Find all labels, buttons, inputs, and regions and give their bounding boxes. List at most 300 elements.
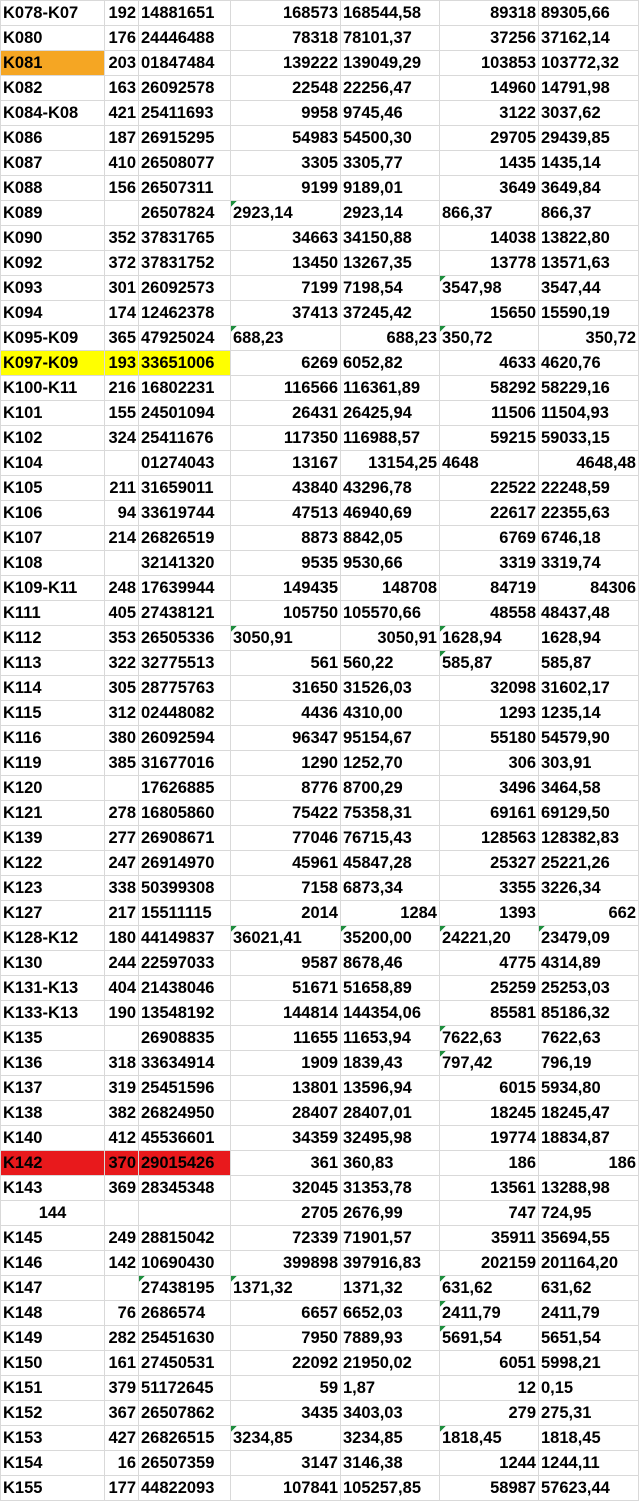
cell-code[interactable]: K146	[1, 1251, 105, 1276]
cell-amount-c[interactable]: 128563	[440, 826, 539, 851]
cell-amount-c[interactable]: 22617	[440, 501, 539, 526]
cell-amount-a[interactable]: 168573	[231, 1, 341, 26]
cell-amount-b[interactable]: 3403,03	[341, 1401, 440, 1426]
cell-code[interactable]: K127	[1, 901, 105, 926]
cell-amount-d[interactable]: 275,31	[539, 1401, 639, 1426]
cell-count[interactable]: 352	[105, 226, 139, 251]
cell-count[interactable]: 427	[105, 1426, 139, 1451]
cell-amount-b[interactable]: 560,22	[341, 651, 440, 676]
cell-amount-b[interactable]: 31353,78	[341, 1176, 440, 1201]
cell-account[interactable]: 26092573	[139, 276, 231, 301]
cell-count[interactable]: 324	[105, 426, 139, 451]
cell-amount-b[interactable]: 31526,03	[341, 676, 440, 701]
cell-amount-c[interactable]: 25327	[440, 851, 539, 876]
cell-amount-d[interactable]: 1244,11	[539, 1451, 639, 1476]
cell-code[interactable]: K135	[1, 1026, 105, 1051]
cell-count[interactable]: 174	[105, 301, 139, 326]
cell-account[interactable]: 45536601	[139, 1126, 231, 1151]
cell-amount-a[interactable]: 13450	[231, 251, 341, 276]
cell-amount-a[interactable]: 2705	[231, 1201, 341, 1226]
cell-account[interactable]: 26507359	[139, 1451, 231, 1476]
cell-amount-a[interactable]: 22092	[231, 1351, 341, 1376]
cell-amount-c[interactable]: 6051	[440, 1351, 539, 1376]
cell-account[interactable]: 25451630	[139, 1326, 231, 1351]
cell-amount-c[interactable]: 3122	[440, 101, 539, 126]
cell-amount-b[interactable]: 3305,77	[341, 151, 440, 176]
cell-amount-c[interactable]: 4648	[440, 451, 539, 476]
cell-amount-d[interactable]: 303,91	[539, 751, 639, 776]
cell-account[interactable]: 16805860	[139, 801, 231, 826]
cell-amount-b[interactable]: 144354,06	[341, 1001, 440, 1026]
cell-amount-b[interactable]: 8842,05	[341, 526, 440, 551]
cell-code[interactable]: K105	[1, 476, 105, 501]
cell-account[interactable]: 33634914	[139, 1051, 231, 1076]
cell-code[interactable]: K152	[1, 1401, 105, 1426]
cell-amount-d[interactable]: 5934,80	[539, 1076, 639, 1101]
cell-code[interactable]: K142	[1, 1151, 105, 1176]
cell-amount-c[interactable]: 7622,63	[440, 1026, 539, 1051]
cell-count[interactable]: 192	[105, 1, 139, 26]
cell-amount-a[interactable]: 8776	[231, 776, 341, 801]
cell-amount-d[interactable]: 128382,83	[539, 826, 639, 851]
cell-amount-a[interactable]: 2014	[231, 901, 341, 926]
cell-amount-c[interactable]: 6015	[440, 1076, 539, 1101]
cell-account[interactable]: 26507862	[139, 1401, 231, 1426]
cell-count[interactable]: 305	[105, 676, 139, 701]
cell-amount-a[interactable]: 1909	[231, 1051, 341, 1076]
cell-amount-c[interactable]: 4775	[440, 951, 539, 976]
cell-amount-c[interactable]: 24221,20	[440, 926, 539, 951]
cell-amount-c[interactable]: 866,37	[440, 201, 539, 226]
cell-amount-b[interactable]: 54500,30	[341, 126, 440, 151]
cell-count[interactable]: 163	[105, 76, 139, 101]
cell-amount-a[interactable]: 6657	[231, 1301, 341, 1326]
cell-amount-b[interactable]: 26425,94	[341, 401, 440, 426]
cell-count[interactable]: 142	[105, 1251, 139, 1276]
cell-amount-c[interactable]: 58987	[440, 1476, 539, 1501]
cell-code[interactable]: K153	[1, 1426, 105, 1451]
cell-account[interactable]: 26508077	[139, 151, 231, 176]
cell-amount-b[interactable]: 1371,32	[341, 1276, 440, 1301]
cell-count[interactable]	[105, 1201, 139, 1226]
cell-amount-d[interactable]: 350,72	[539, 326, 639, 351]
cell-amount-a[interactable]: 96347	[231, 726, 341, 751]
cell-amount-a[interactable]: 7158	[231, 876, 341, 901]
cell-account[interactable]	[139, 1201, 231, 1226]
cell-amount-a[interactable]: 11655	[231, 1026, 341, 1051]
cell-amount-a[interactable]: 9199	[231, 176, 341, 201]
cell-count[interactable]: 385	[105, 751, 139, 776]
cell-account[interactable]: 26092578	[139, 76, 231, 101]
cell-account[interactable]: 26915295	[139, 126, 231, 151]
cell-amount-c[interactable]: 19774	[440, 1126, 539, 1151]
cell-amount-c[interactable]: 3547,98	[440, 276, 539, 301]
cell-amount-c[interactable]: 585,87	[440, 651, 539, 676]
cell-count[interactable]: 177	[105, 1476, 139, 1501]
cell-amount-b[interactable]: 8678,46	[341, 951, 440, 976]
cell-amount-b[interactable]: 45847,28	[341, 851, 440, 876]
cell-code[interactable]: K108	[1, 551, 105, 576]
cell-account[interactable]: 26505336	[139, 626, 231, 651]
cell-amount-b[interactable]: 139049,29	[341, 51, 440, 76]
cell-amount-c[interactable]: 1435	[440, 151, 539, 176]
cell-amount-d[interactable]: 85186,32	[539, 1001, 639, 1026]
cell-account[interactable]: 29015426	[139, 1151, 231, 1176]
cell-amount-d[interactable]: 201164,20	[539, 1251, 639, 1276]
cell-account[interactable]: 02448082	[139, 701, 231, 726]
cell-code[interactable]: K115	[1, 701, 105, 726]
cell-account[interactable]: 47925024	[139, 326, 231, 351]
cell-amount-a[interactable]: 54983	[231, 126, 341, 151]
cell-code[interactable]: K100-K11	[1, 376, 105, 401]
cell-account[interactable]: 14881651	[139, 1, 231, 26]
cell-amount-a[interactable]: 3435	[231, 1401, 341, 1426]
cell-account[interactable]: 28775763	[139, 676, 231, 701]
cell-account[interactable]: 31659011	[139, 476, 231, 501]
cell-amount-c[interactable]: 2411,79	[440, 1301, 539, 1326]
cell-amount-d[interactable]: 3649,84	[539, 176, 639, 201]
cell-amount-d[interactable]: 35694,55	[539, 1226, 639, 1251]
cell-count[interactable]: 203	[105, 51, 139, 76]
cell-amount-d[interactable]: 4314,89	[539, 951, 639, 976]
cell-amount-c[interactable]: 15650	[440, 301, 539, 326]
cell-amount-d[interactable]: 1435,14	[539, 151, 639, 176]
cell-amount-a[interactable]: 28407	[231, 1101, 341, 1126]
cell-amount-d[interactable]: 13822,80	[539, 226, 639, 251]
cell-amount-d[interactable]: 58229,16	[539, 376, 639, 401]
cell-code[interactable]: K150	[1, 1351, 105, 1376]
cell-amount-d[interactable]: 186	[539, 1151, 639, 1176]
cell-code[interactable]: K081	[1, 51, 105, 76]
cell-amount-a[interactable]: 34359	[231, 1126, 341, 1151]
cell-amount-d[interactable]: 15590,19	[539, 301, 639, 326]
cell-amount-a[interactable]: 3147	[231, 1451, 341, 1476]
cell-amount-b[interactable]: 105570,66	[341, 601, 440, 626]
cell-amount-b[interactable]: 71901,57	[341, 1226, 440, 1251]
cell-account[interactable]: 28345348	[139, 1176, 231, 1201]
cell-amount-d[interactable]: 4620,76	[539, 351, 639, 376]
cell-amount-c[interactable]: 89318	[440, 1, 539, 26]
cell-amount-d[interactable]: 22248,59	[539, 476, 639, 501]
cell-account[interactable]: 37831752	[139, 251, 231, 276]
cell-amount-d[interactable]: 3226,34	[539, 876, 639, 901]
cell-count[interactable]: 180	[105, 926, 139, 951]
cell-amount-d[interactable]: 1235,14	[539, 701, 639, 726]
cell-amount-a[interactable]: 7199	[231, 276, 341, 301]
cell-code[interactable]: K154	[1, 1451, 105, 1476]
cell-amount-a[interactable]: 1290	[231, 751, 341, 776]
cell-account[interactable]: 31677016	[139, 751, 231, 776]
cell-account[interactable]: 44149837	[139, 926, 231, 951]
cell-amount-b[interactable]: 13267,35	[341, 251, 440, 276]
cell-amount-a[interactable]: 116566	[231, 376, 341, 401]
cell-amount-b[interactable]: 397916,83	[341, 1251, 440, 1276]
cell-account[interactable]: 33651006	[139, 351, 231, 376]
cell-amount-d[interactable]: 54579,90	[539, 726, 639, 751]
cell-code[interactable]: K078-K07	[1, 1, 105, 26]
cell-amount-a[interactable]: 26431	[231, 401, 341, 426]
cell-amount-d[interactable]: 724,95	[539, 1201, 639, 1226]
cell-amount-a[interactable]: 139222	[231, 51, 341, 76]
cell-account[interactable]: 32775513	[139, 651, 231, 676]
cell-amount-d[interactable]: 585,87	[539, 651, 639, 676]
cell-amount-d[interactable]: 57623,44	[539, 1476, 639, 1501]
cell-count[interactable]: 412	[105, 1126, 139, 1151]
cell-amount-b[interactable]: 76715,43	[341, 826, 440, 851]
cell-code[interactable]: K094	[1, 301, 105, 326]
cell-amount-b[interactable]: 46940,69	[341, 501, 440, 526]
cell-code[interactable]: K149	[1, 1326, 105, 1351]
cell-code[interactable]: K140	[1, 1126, 105, 1151]
cell-amount-d[interactable]: 31602,17	[539, 676, 639, 701]
cell-amount-d[interactable]: 29439,85	[539, 126, 639, 151]
cell-amount-a[interactable]: 9958	[231, 101, 341, 126]
cell-amount-a[interactable]: 31650	[231, 676, 341, 701]
cell-account[interactable]: 51172645	[139, 1376, 231, 1401]
cell-amount-b[interactable]: 1252,70	[341, 751, 440, 776]
cell-count[interactable]: 94	[105, 501, 139, 526]
cell-amount-d[interactable]: 866,37	[539, 201, 639, 226]
cell-amount-d[interactable]: 5651,54	[539, 1326, 639, 1351]
cell-count[interactable]: 372	[105, 251, 139, 276]
cell-amount-a[interactable]: 361	[231, 1151, 341, 1176]
cell-amount-c[interactable]: 3649	[440, 176, 539, 201]
cell-account[interactable]: 13548192	[139, 1001, 231, 1026]
cell-amount-c[interactable]: 58292	[440, 376, 539, 401]
cell-amount-d[interactable]: 37162,14	[539, 26, 639, 51]
cell-amount-c[interactable]: 84719	[440, 576, 539, 601]
cell-count[interactable]: 249	[105, 1226, 139, 1251]
cell-code[interactable]: K148	[1, 1301, 105, 1326]
cell-amount-b[interactable]: 7889,93	[341, 1326, 440, 1351]
cell-count[interactable]: 278	[105, 801, 139, 826]
cell-count[interactable]: 248	[105, 576, 139, 601]
cell-code[interactable]: K114	[1, 676, 105, 701]
cell-code[interactable]: K122	[1, 851, 105, 876]
cell-code[interactable]: K106	[1, 501, 105, 526]
cell-amount-b[interactable]: 11653,94	[341, 1026, 440, 1051]
cell-account[interactable]: 24446488	[139, 26, 231, 51]
cell-count[interactable]	[105, 1276, 139, 1301]
cell-amount-a[interactable]: 22548	[231, 76, 341, 101]
cell-code[interactable]: K131-K13	[1, 976, 105, 1001]
cell-amount-a[interactable]: 47513	[231, 501, 341, 526]
cell-amount-c[interactable]: 186	[440, 1151, 539, 1176]
cell-amount-c[interactable]: 1293	[440, 701, 539, 726]
cell-code[interactable]: K087	[1, 151, 105, 176]
cell-amount-d[interactable]: 69129,50	[539, 801, 639, 826]
cell-amount-b[interactable]: 95154,67	[341, 726, 440, 751]
cell-amount-c[interactable]: 279	[440, 1401, 539, 1426]
cell-amount-b[interactable]: 116988,57	[341, 426, 440, 451]
cell-amount-c[interactable]: 1818,45	[440, 1426, 539, 1451]
cell-amount-b[interactable]: 1284	[341, 901, 440, 926]
cell-amount-b[interactable]: 2923,14	[341, 201, 440, 226]
cell-amount-a[interactable]: 37413	[231, 301, 341, 326]
cell-amount-a[interactable]: 107841	[231, 1476, 341, 1501]
cell-count[interactable]	[105, 551, 139, 576]
cell-amount-b[interactable]: 37245,42	[341, 301, 440, 326]
cell-code[interactable]: K120	[1, 776, 105, 801]
cell-amount-a[interactable]: 149435	[231, 576, 341, 601]
cell-code[interactable]: K084-K08	[1, 101, 105, 126]
cell-account[interactable]: 26824950	[139, 1101, 231, 1126]
cell-amount-b[interactable]: 116361,89	[341, 376, 440, 401]
cell-account[interactable]: 33619744	[139, 501, 231, 526]
cell-amount-a[interactable]: 4436	[231, 701, 341, 726]
cell-amount-c[interactable]: 1628,94	[440, 626, 539, 651]
cell-amount-d[interactable]: 23479,09	[539, 926, 639, 951]
cell-amount-d[interactable]: 59033,15	[539, 426, 639, 451]
cell-amount-b[interactable]: 1839,43	[341, 1051, 440, 1076]
cell-amount-b[interactable]: 78101,37	[341, 26, 440, 51]
cell-amount-b[interactable]: 9745,46	[341, 101, 440, 126]
cell-amount-c[interactable]: 11506	[440, 401, 539, 426]
cell-amount-a[interactable]: 3234,85	[231, 1426, 341, 1451]
cell-amount-c[interactable]: 13561	[440, 1176, 539, 1201]
cell-code[interactable]: K137	[1, 1076, 105, 1101]
cell-count[interactable]	[105, 201, 139, 226]
cell-amount-d[interactable]: 89305,66	[539, 1, 639, 26]
cell-count[interactable]: 247	[105, 851, 139, 876]
cell-count[interactable]: 379	[105, 1376, 139, 1401]
cell-code[interactable]: K093	[1, 276, 105, 301]
cell-count[interactable]: 319	[105, 1076, 139, 1101]
cell-count[interactable]: 216	[105, 376, 139, 401]
cell-account[interactable]: 37831765	[139, 226, 231, 251]
cell-amount-a[interactable]: 34663	[231, 226, 341, 251]
cell-account[interactable]: 26092594	[139, 726, 231, 751]
cell-amount-b[interactable]: 1,87	[341, 1376, 440, 1401]
cell-amount-a[interactable]: 59	[231, 1376, 341, 1401]
cell-count[interactable]: 282	[105, 1326, 139, 1351]
cell-amount-c[interactable]: 202159	[440, 1251, 539, 1276]
cell-code[interactable]: K086	[1, 126, 105, 151]
cell-amount-d[interactable]: 4648,48	[539, 451, 639, 476]
cell-code[interactable]: K138	[1, 1101, 105, 1126]
cell-account[interactable]: 12462378	[139, 301, 231, 326]
cell-amount-a[interactable]: 72339	[231, 1226, 341, 1251]
cell-code[interactable]: K133-K13	[1, 1001, 105, 1026]
cell-amount-b[interactable]: 9530,66	[341, 551, 440, 576]
cell-amount-a[interactable]: 13167	[231, 451, 341, 476]
cell-amount-a[interactable]: 6269	[231, 351, 341, 376]
cell-amount-b[interactable]: 75358,31	[341, 801, 440, 826]
cell-count[interactable]: 382	[105, 1101, 139, 1126]
cell-code[interactable]: 144	[1, 1201, 105, 1226]
cell-amount-b[interactable]: 13154,25	[341, 451, 440, 476]
cell-account[interactable]: 10690430	[139, 1251, 231, 1276]
cell-code[interactable]: K123	[1, 876, 105, 901]
cell-amount-a[interactable]: 13801	[231, 1076, 341, 1101]
cell-code[interactable]: K109-K11	[1, 576, 105, 601]
cell-amount-d[interactable]: 13571,63	[539, 251, 639, 276]
cell-code[interactable]: K097-K09	[1, 351, 105, 376]
cell-code[interactable]: K113	[1, 651, 105, 676]
cell-code[interactable]: K130	[1, 951, 105, 976]
cell-amount-a[interactable]: 8873	[231, 526, 341, 551]
cell-code[interactable]: K082	[1, 76, 105, 101]
cell-count[interactable]: 301	[105, 276, 139, 301]
cell-account[interactable]: 32141320	[139, 551, 231, 576]
cell-count[interactable]: 322	[105, 651, 139, 676]
cell-amount-b[interactable]: 32495,98	[341, 1126, 440, 1151]
cell-account[interactable]: 27438195	[139, 1276, 231, 1301]
cell-amount-b[interactable]: 13596,94	[341, 1076, 440, 1101]
cell-code[interactable]: K119	[1, 751, 105, 776]
cell-account[interactable]: 50399308	[139, 876, 231, 901]
cell-code[interactable]: K107	[1, 526, 105, 551]
cell-count[interactable]: 176	[105, 26, 139, 51]
cell-code[interactable]: K143	[1, 1176, 105, 1201]
cell-amount-d[interactable]: 18245,47	[539, 1101, 639, 1126]
cell-amount-b[interactable]: 43296,78	[341, 476, 440, 501]
cell-account[interactable]: 21438046	[139, 976, 231, 1001]
cell-amount-d[interactable]: 3037,62	[539, 101, 639, 126]
cell-amount-a[interactable]: 1371,32	[231, 1276, 341, 1301]
cell-amount-b[interactable]: 360,83	[341, 1151, 440, 1176]
cell-amount-c[interactable]: 3319	[440, 551, 539, 576]
cell-account[interactable]: 25451596	[139, 1076, 231, 1101]
cell-code[interactable]: K151	[1, 1376, 105, 1401]
cell-amount-c[interactable]: 35911	[440, 1226, 539, 1251]
cell-amount-b[interactable]: 22256,47	[341, 76, 440, 101]
cell-count[interactable]: 312	[105, 701, 139, 726]
cell-amount-c[interactable]: 1393	[440, 901, 539, 926]
cell-amount-b[interactable]: 6652,03	[341, 1301, 440, 1326]
cell-count[interactable]: 161	[105, 1351, 139, 1376]
cell-account[interactable]: 22597033	[139, 951, 231, 976]
cell-amount-b[interactable]: 6052,82	[341, 351, 440, 376]
cell-amount-d[interactable]: 84306	[539, 576, 639, 601]
cell-amount-a[interactable]: 51671	[231, 976, 341, 1001]
cell-account[interactable]: 25411676	[139, 426, 231, 451]
cell-count[interactable]: 404	[105, 976, 139, 1001]
cell-amount-a[interactable]: 36021,41	[231, 926, 341, 951]
cell-amount-c[interactable]: 14038	[440, 226, 539, 251]
cell-count[interactable]: 370	[105, 1151, 139, 1176]
cell-amount-d[interactable]: 662	[539, 901, 639, 926]
cell-account[interactable]: 26914970	[139, 851, 231, 876]
cell-amount-b[interactable]: 34150,88	[341, 226, 440, 251]
cell-amount-a[interactable]: 3050,91	[231, 626, 341, 651]
cell-amount-a[interactable]: 75422	[231, 801, 341, 826]
cell-amount-d[interactable]: 25221,26	[539, 851, 639, 876]
cell-account[interactable]: 01274043	[139, 451, 231, 476]
cell-amount-a[interactable]: 3305	[231, 151, 341, 176]
cell-amount-b[interactable]: 28407,01	[341, 1101, 440, 1126]
cell-code[interactable]: K102	[1, 426, 105, 451]
cell-code[interactable]: K101	[1, 401, 105, 426]
cell-amount-c[interactable]: 3496	[440, 776, 539, 801]
cell-code[interactable]: K136	[1, 1051, 105, 1076]
cell-amount-b[interactable]: 148708	[341, 576, 440, 601]
cell-amount-b[interactable]: 8700,29	[341, 776, 440, 801]
cell-amount-c[interactable]: 25259	[440, 976, 539, 1001]
cell-count[interactable]: 369	[105, 1176, 139, 1201]
cell-amount-c[interactable]: 12	[440, 1376, 539, 1401]
cell-amount-d[interactable]: 1818,45	[539, 1426, 639, 1451]
cell-amount-b[interactable]: 21950,02	[341, 1351, 440, 1376]
cell-amount-c[interactable]: 18245	[440, 1101, 539, 1126]
cell-amount-d[interactable]: 3547,44	[539, 276, 639, 301]
cell-amount-a[interactable]: 105750	[231, 601, 341, 626]
cell-amount-c[interactable]: 59215	[440, 426, 539, 451]
cell-code[interactable]: K088	[1, 176, 105, 201]
cell-amount-a[interactable]: 32045	[231, 1176, 341, 1201]
cell-count[interactable]: 367	[105, 1401, 139, 1426]
cell-amount-d[interactable]: 11504,93	[539, 401, 639, 426]
